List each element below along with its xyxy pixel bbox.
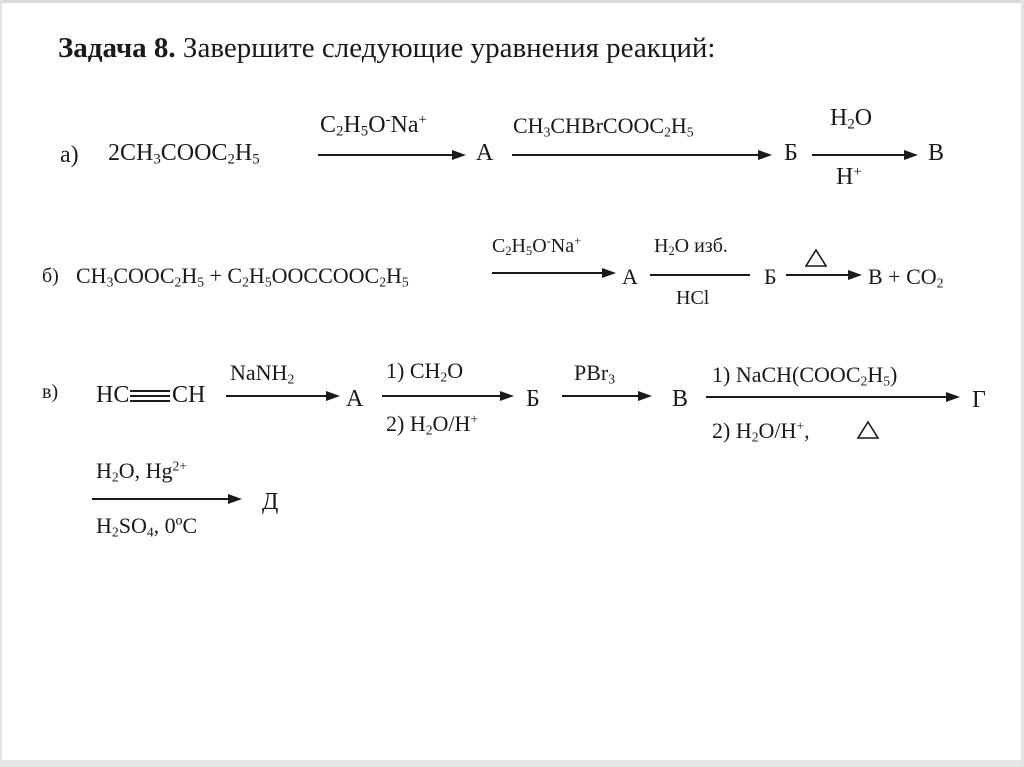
eq-a-reactant: $2CH_3COOC_2H_5$ [108, 140, 260, 168]
eq-v-reagent5-bottom: $H_2SO_4$, 0ºC [96, 513, 198, 540]
eq-v-reagent3: PBr$_3$ [574, 360, 616, 387]
eq-v-product4: Г [972, 387, 986, 413]
eq-b-products3: $B + CO_2$ [868, 264, 944, 291]
slide-frame-top [0, 0, 1024, 3]
arrow-icon [318, 150, 466, 162]
eq-v-reagent4-bottom-text: 2) $H_2O/H^+$, [712, 418, 810, 445]
eq-v-product2: Б [526, 386, 540, 412]
eq-b-product2: Б [764, 264, 777, 289]
eq-a-reagent1: $C_2H_5O^-Na^+$ [320, 111, 427, 140]
arrow-icon [706, 392, 960, 404]
arrow-icon [92, 494, 242, 506]
task-number: Задача 8. [58, 32, 176, 64]
eq-b-reactants: $CH_3COOC_2H_5$ + $C_2H_5OOCCOOC_2H_5$ [76, 263, 409, 290]
eq-v-product5: Д [262, 489, 279, 515]
slide-frame-left [0, 0, 2, 767]
arrow-icon [492, 268, 616, 280]
eq-a-label: а) [60, 142, 79, 168]
arrow-icon [512, 150, 772, 162]
eq-v-product1: А [346, 386, 364, 412]
eq-a-reagent3-bottom: H+ [836, 163, 862, 190]
arrow-icon [226, 391, 340, 403]
slide-frame-bottom [0, 760, 1024, 767]
eq-a-product2: Б [784, 140, 798, 166]
eq-v-label: в) [42, 381, 59, 403]
eq-b-reagent2-top: $H_2O$ изб. [654, 235, 728, 259]
eq-v-reagent1: NaNH$_2$ [230, 360, 295, 387]
eq-a-reagent3-top: $H_2O$ [830, 105, 873, 133]
eq-b-reagent2-bottom: HCl [676, 287, 710, 309]
arrow-icon [812, 150, 918, 162]
eq-v-reagent5-top: $H_2O$, $Hg^{2+}$ [96, 458, 187, 485]
arrow-icon [650, 270, 756, 282]
eq-b-product1: А [622, 264, 638, 289]
task-instruction: Завершите следующие уравнения реакций: [182, 32, 716, 64]
eq-v-reactant-hc: HC [96, 382, 130, 408]
eq-v-reagent2-top: 1) $CH_2O$ [386, 358, 464, 385]
eq-a-reagent2: $CH_3CHBrCOOC_2H_5$ [513, 113, 694, 140]
arrow-icon [562, 391, 652, 403]
task-title [58, 32, 858, 65]
triple-bond-icon [130, 390, 170, 402]
delta-icon [804, 248, 828, 268]
eq-b-reagent1: $C_2H_5O^-Na^+$ [492, 234, 582, 259]
eq-v-reagent4-top: 1) $NaCH(COOC_2H_5)$ [712, 362, 898, 389]
eq-a-product1: А [476, 140, 494, 166]
eq-a-product3: В [928, 140, 945, 166]
eq-b-label: б) [42, 265, 59, 287]
arrow-icon [382, 391, 514, 403]
arrow-icon [786, 270, 862, 282]
eq-v-product3: В [672, 386, 689, 412]
eq-v-reagent2-bottom: 2) $H_2O/H^+$ [386, 411, 479, 438]
eq-v-reactant-ch: CH [172, 382, 206, 408]
delta-icon [856, 420, 880, 440]
